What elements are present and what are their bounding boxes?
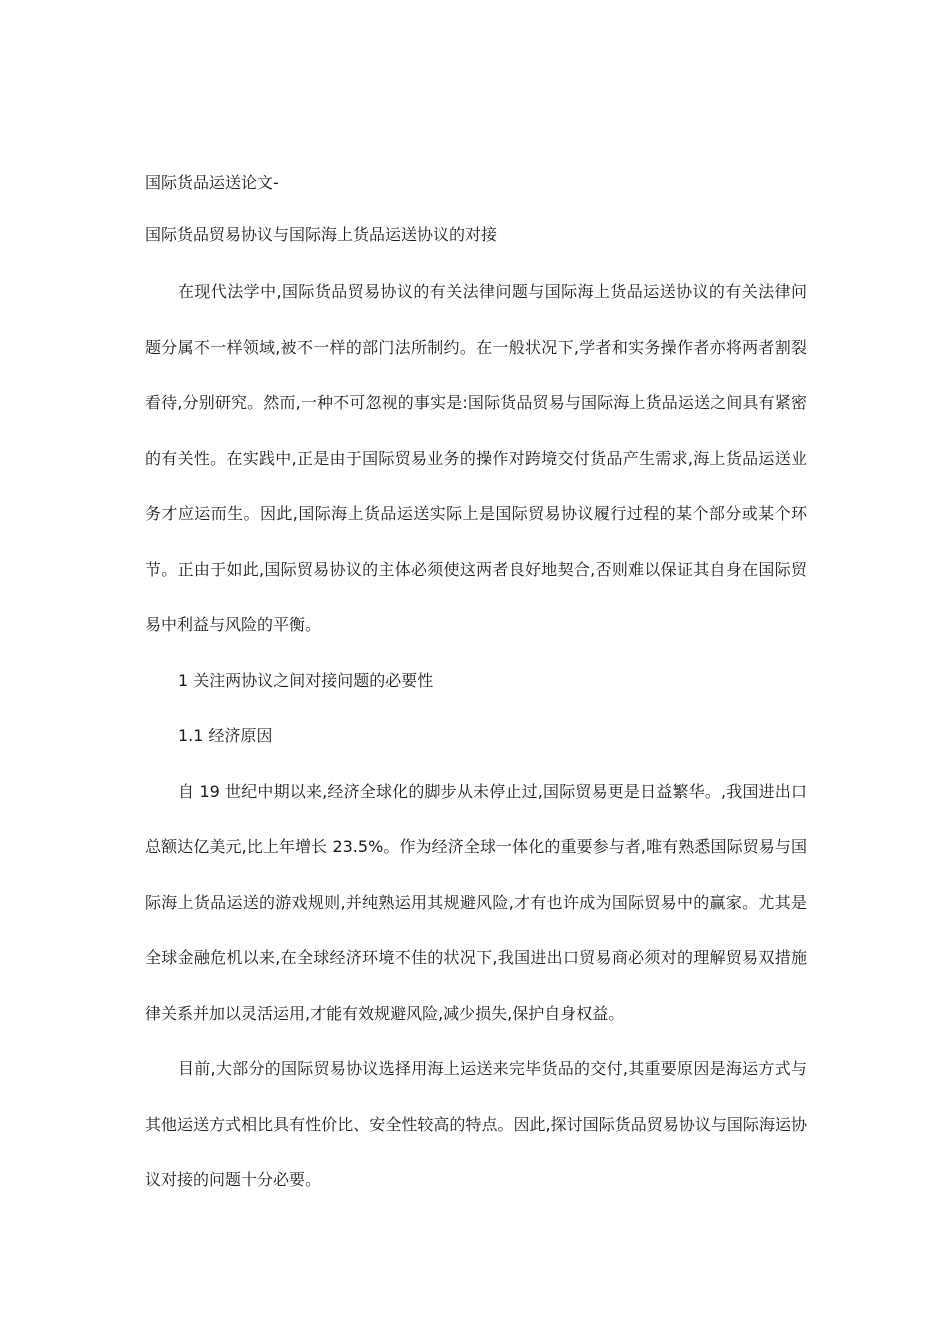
paragraph-intro: 在现代法学中,国际货品贸易协议的有关法律问题与国际海上货品运送协议的有关法律问题分属不一样领域,被不一样的部门法所制约。在一般状况下,学者和实务操作者亦将两者割裂看待,分别研究。然而,一种不可忽视的事实是:国际货品贸易与国际海上货品运送之间具有紧密的有关性。在实践中,正是由于国际贸易业务的操作对跨境交付货品产生需求,海上货品运送业务才应运而生。因此,国际海上货品运送实际上是国际贸易协议履行过程的某个部分或某个环节。正由于如此,国际贸易协议的主体必须使这两者良好地契合,否则难以保证其自身在国际贸易中利益与风险的平衡。	[145, 282, 807, 634]
subsection-heading-1-1: 1.1 经济原因	[178, 726, 273, 745]
paragraph-economic-reasons: 自 19 世纪中期以来,经济全球化的脚步从未停止过,国际贸易更是日益繁华。,我国进出口总额达亿美元,比上年增长 23.5%。作为经济全球一体化的重要参与者,唯有熟悉国际贸易与国际海上货品运送的游戏规则,并纯熟运用其规避风险,才有也许成为国际贸易中的赢家。尤其是全球金融危机以来,在全球经济环境不佳的状况下,我国进出口贸易商必须对的理解贸易双措施律关系并加以灵活运用,才能有效规避风险,减少损失,保护自身权益。	[145, 781, 807, 1023]
document-title-line-2: 国际货品贸易协议与国际海上货品运送协议的对接	[145, 225, 498, 244]
document-title-line-1: 国际货品运送论文-	[145, 173, 279, 192]
document-body	[145, 170, 807, 1208]
section-heading-1: 1 关注两协议之间对接问题的必要性	[178, 670, 434, 690]
paragraph-maritime-transport: 目前,大部分的国际贸易协议选择用海上运送来完毕货品的交付,其重要原因是海运方式与其他运送方式相比具有性价比、安全性较高的特点。因此,探讨国际货品贸易协议与国际海运协议对接的问题十分必要。	[145, 1059, 807, 1189]
